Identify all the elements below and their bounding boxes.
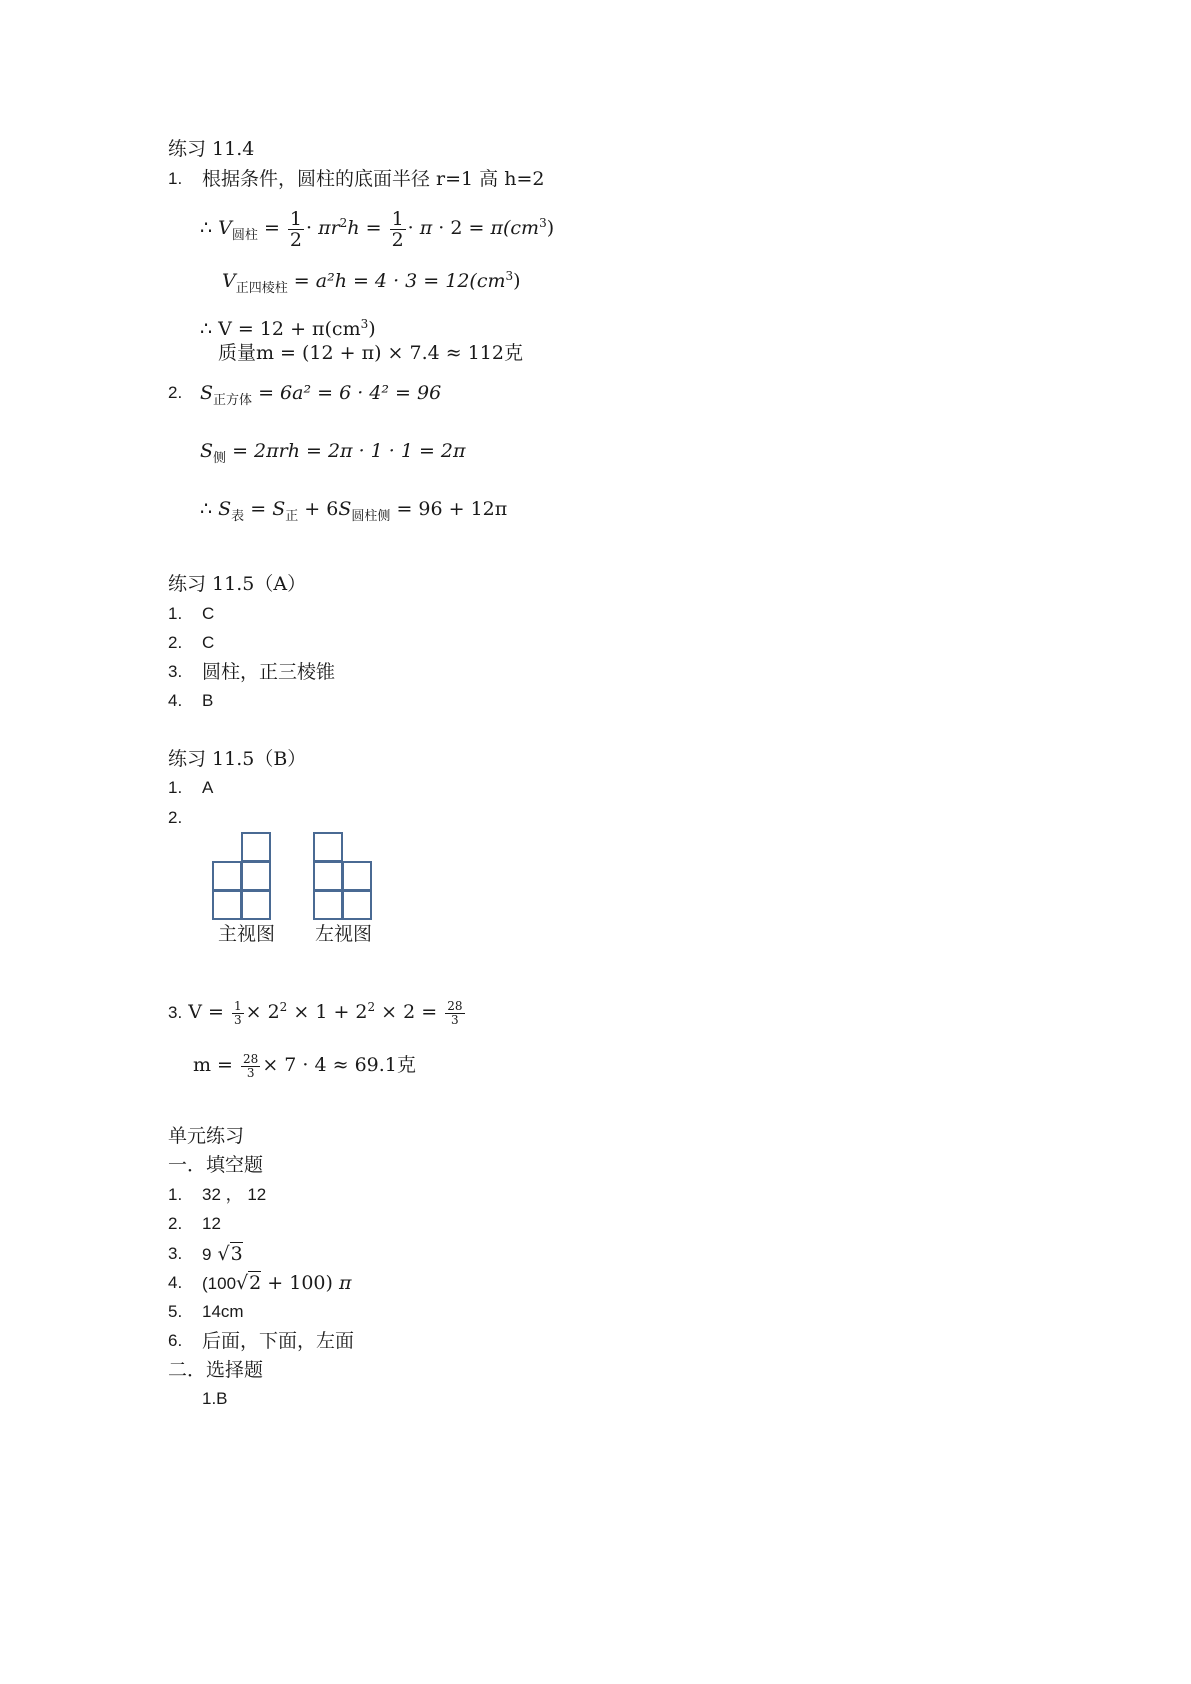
q1-prism-volume: $V_{正四棱柱} = a^2h = 4 \cdot 3 = 12(cm^3)$ (222, 269, 521, 296)
unit-item-6-number: 6. (168, 1331, 183, 1350)
left-view-cell (313, 832, 343, 862)
mass-label: m = (193, 1054, 233, 1076)
a-item-3-answer: 圆柱，正三棱锥 (202, 661, 336, 683)
left-view-caption: 左视图 (315, 923, 373, 945)
section-title-11-5a: 练习 11.5（A） (168, 573, 307, 595)
left-view-cell (342, 890, 372, 920)
total-volume-text: ∴ V = 12 + π(cm (200, 318, 361, 340)
unit-item-4-answer: (100√2 + 100) π (202, 1272, 352, 1294)
front-view-cell (241, 861, 271, 891)
front-view-cell (241, 890, 271, 920)
q1-mass: 质量m = (12 + π) × 7.4 ≈ 112克 (218, 342, 523, 364)
q2-total-area: ∴ $S_表 = S_正 + 6S_{圆柱侧} = 96 + 12\pi$ (200, 498, 508, 524)
unit-item-4-prefix: (100 (202, 1274, 237, 1293)
unit-item-2-number: 2. (168, 1214, 183, 1233)
front-view-cell (212, 890, 242, 920)
therefore-symbol: ∴ (200, 217, 213, 239)
fill-in-title: 一．填空题 (168, 1154, 264, 1176)
unit-item-3-answer: 9 √3 (202, 1243, 243, 1265)
front-view-cell (241, 832, 271, 862)
a-item-2-number: 2. (168, 633, 183, 652)
front-view-caption: 主视图 (218, 923, 276, 945)
total-area-result: = 96 + 12π (396, 498, 508, 520)
cube-subscript: 正方体 (213, 393, 253, 408)
q1-total-volume: ∴ $V = 12 + \pi(cm^3)$ (200, 317, 376, 340)
section-title-11-4: 练习 11.4 (168, 138, 255, 160)
cylinder-subscript: 圆柱 (231, 228, 258, 243)
q2-side-area: $S_侧 = 2\pi rh = 2\pi \cdot 1 \cdot 1 = 2\pi$ (200, 440, 466, 466)
total-subscript: 表 (231, 509, 245, 524)
side-area-result: = 2πrh = 2π · 1 · 1 = 2π (232, 440, 466, 462)
section-title-11-5b: 练习 11.5（B） (168, 748, 307, 770)
volume-denominator: 3 (451, 1012, 459, 1027)
fraction-half-2: $\frac{1}{2}$ (391, 207, 404, 251)
b-item-3-number: 3. (168, 1003, 183, 1022)
b-item-1-number: 1. (168, 778, 183, 797)
unit-item-2-answer: 12 (202, 1214, 221, 1233)
left-view-cell (313, 861, 343, 891)
choice-title: 二．选择题 (168, 1359, 264, 1381)
square-subscript: 正 (285, 509, 299, 524)
cylinder-volume-result: = π(cm (468, 217, 540, 239)
b-item-1-answer: A (202, 778, 214, 797)
q2-cube-area: $S_{正方体} = 6a^2 = 6 \cdot 4^2 = 96$ (200, 382, 442, 408)
left-view-cell (342, 861, 372, 891)
front-view-cell (212, 861, 242, 891)
unit-item-4-number: 4. (168, 1273, 183, 1292)
fraction-half: $\frac{1}{2}$ (289, 207, 302, 251)
q1-cylinder-volume: ∴ $V_{圆柱}$ = $\frac{1}{2}$ · $\pi r^2h$ = $\frac{1}{2}$ · $\pi \cdot 2 = \pi(cm^3)$ (200, 207, 555, 251)
volume-numerator: 28 (447, 998, 463, 1013)
b-item-2-number: 2. (168, 808, 183, 827)
unit-item-6-answer: 后面，下面，左面 (202, 1330, 355, 1352)
cyl-side-subscript: 圆柱侧 (351, 509, 391, 524)
b-item-3-mass: m = $\frac{28}{3}$ × 7 · 4 ≈ 69.1克 (193, 1051, 416, 1080)
unit-item-3-coefficient: 9 (202, 1245, 212, 1264)
unit-practice-title: 单元练习 (168, 1125, 245, 1147)
a-item-3-number: 3. (168, 662, 183, 681)
q2-number: 2. (168, 383, 183, 402)
prism-subscript: 正四棱柱 (235, 281, 288, 296)
left-view-cell (313, 890, 343, 920)
b-item-3-volume: 3. V = $\frac{1}{3}$ × $2^2 \times 1 + 2^2 \times 2$ = $\frac{28}{3}$ (168, 998, 463, 1027)
a-item-1-number: 1. (168, 604, 183, 623)
cube-area-result: = 6a² = 6 · 4² = 96 (258, 382, 442, 404)
unit-item-1-number: 1. (168, 1185, 183, 1204)
mass-result: × 7 · 4 ≈ 69.1克 (262, 1054, 416, 1076)
unit-item-5-answer: 14cm (202, 1302, 244, 1321)
a-item-1-answer: C (202, 604, 215, 623)
choice-item-1: 1.B (202, 1389, 228, 1408)
unit-item-1-answer: 32 ， 12 (202, 1185, 267, 1204)
unit-item-3-number: 3. (168, 1244, 183, 1263)
q1-text: 根据条件，圆柱的底面半径 r=1 高 h=2 (202, 168, 545, 190)
a-item-4-answer: B (202, 691, 214, 710)
side-subscript: 侧 (213, 451, 227, 466)
unit-item-5-number: 5. (168, 1302, 183, 1321)
a-item-2-answer: C (202, 633, 215, 652)
prism-volume-result: = a²h = 4 · 3 = 12(cm (293, 270, 506, 292)
a-item-4-number: 4. (168, 691, 183, 710)
q1-number: 1. (168, 169, 183, 188)
